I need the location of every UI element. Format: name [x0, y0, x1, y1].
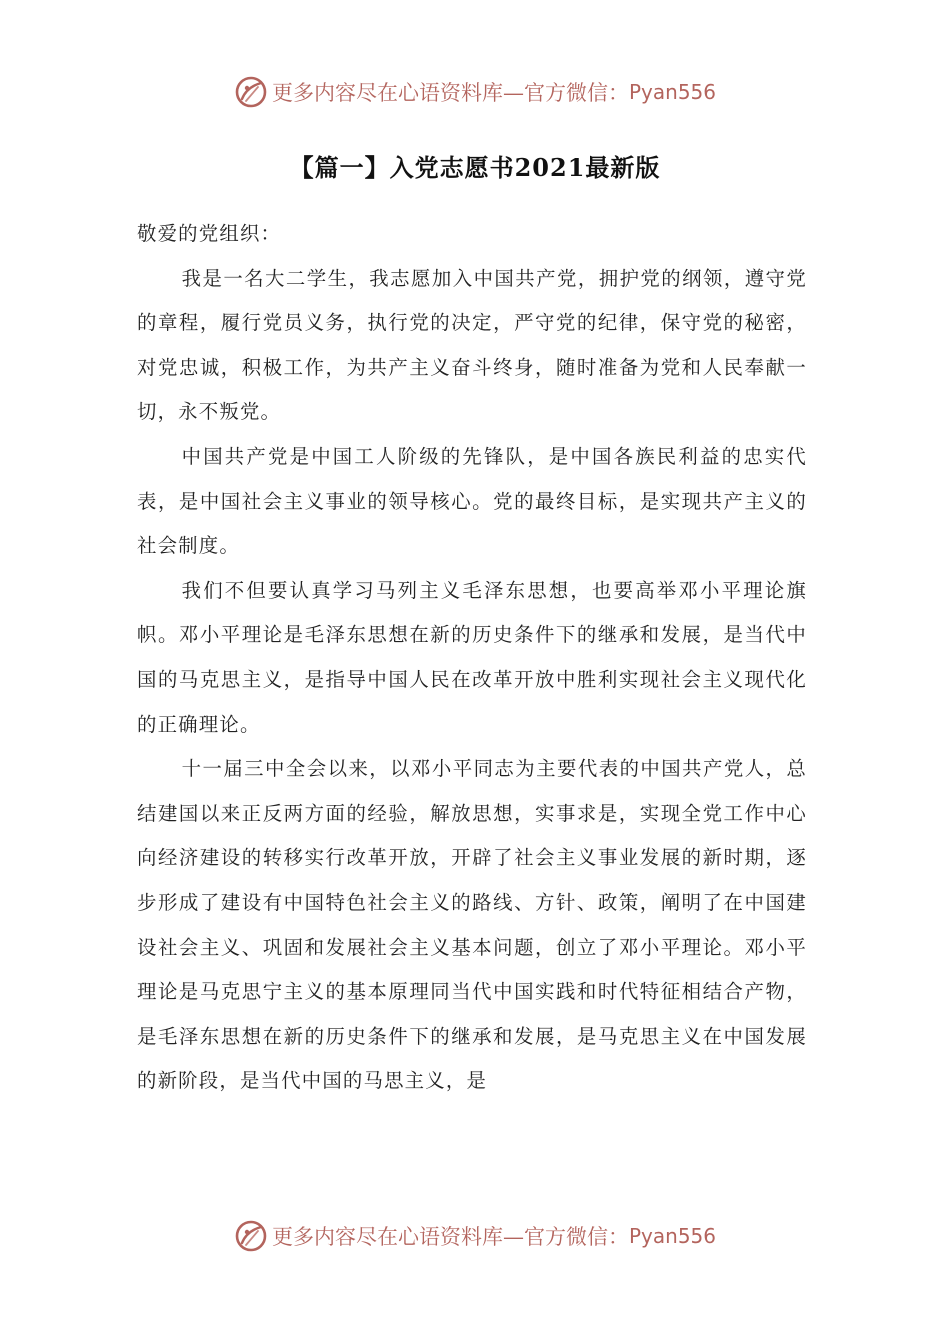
- paragraph: 我是一名大二学生，我志愿加入中国共产党，拥护党的纲领，遵守党的章程，履行党员义务，执行党的决定，严守党的纪律，保守党的秘密，对党忠诚，积极工作，为共产主义奋斗终身，随时准备为党和人民奉献一切，永不叛党。: [137, 266, 807, 424]
- paragraph: 十一届三中全会以来，以邓小平同志为主要代表的中国共产党人，总结建国以来正反两方面的经验，解放思想，实事求是，实现全党工作中心向经济建设的转移实行改革开放，开辟了社会主义事业发展的新时期，逐步形成了建设有中国特色社会主义的路线、方针、政策，阐明了在中国建设社会主义、巩固和发展社会主义基本问题，创立了邓小平理论。邓小平理论是马克思宁主义的基本原理同当代中国实践和时代特征相结合产物，是毛泽东思想在新的历史条件下的继承和发展，是马克思主义在中国发展的新阶段，是当代中国的马思主义，是: [137, 757, 807, 1093]
- paragraph: 中国共产党是中国工人阶级的先锋队，是中国各族民利益的忠实代表，是中国社会主义事业的领导核心。党的最终目标，是实现共产主义的社会制度。: [137, 444, 807, 558]
- header-banner-wechat-id: Pyan556: [628, 80, 716, 104]
- footer-banner: [0, 1214, 950, 1258]
- salutation: 敬爱的党组织：: [137, 222, 282, 245]
- footer-banner-text: 更多内容尽在心语资料库—官方微信：: [271, 1225, 629, 1249]
- paragraph: 我们不但要认真学习马列主义毛泽东思想，也要高举邓小平理论旗帜。邓小平理论是毛泽东思想在新的历史条件下的继承和发展，是当代中国的马克思主义，是指导中国人民在改革开放中胜利实现社会主义现代化的正确理论。: [137, 578, 807, 736]
- header-banner-text: 更多内容尽在心语资料库—官方微信：: [271, 81, 629, 105]
- pen-seal-logo-icon: [234, 1219, 268, 1253]
- document-title: 【篇一】入党志愿书2021最新版: [289, 153, 661, 182]
- pen-seal-logo-icon: [234, 75, 268, 109]
- footer-banner-wechat-id: Pyan556: [628, 1224, 716, 1248]
- document-body: [137, 212, 807, 1104]
- header-banner: [0, 70, 950, 114]
